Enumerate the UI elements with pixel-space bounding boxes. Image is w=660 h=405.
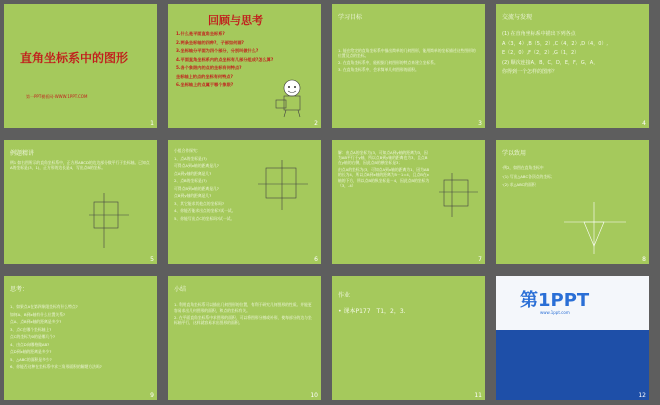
- list-item: 你得到一个怎样的图形？: [502, 69, 558, 75]
- coordinate-figure: [436, 170, 481, 220]
- coordinate-figure: [84, 190, 134, 250]
- list-item: 3、其它能求其他点的坐标吗?: [174, 200, 224, 206]
- slide-12[interactable]: [496, 276, 649, 400]
- list-item: 6、你能否这种在坐标系中求三角形面积的解题方法吗?: [10, 364, 102, 369]
- question: 3.坐标轴分平面为四个部分，分别叫做什么?: [176, 48, 259, 53]
- triangle-figure: [560, 200, 630, 256]
- slide-body: [174, 148, 242, 223]
- list-item: 3. 在直角坐标系中，会求简单几何图形的面积。: [338, 66, 419, 72]
- solution-paragraph: 由点A的坐标为(3，可知点A到x轴的距离为1，因为AB的长为4，所以点B到x轴的距离为5－1=4，且点B在x轴的下方，所以点B的纵坐标是－4，因此点B的坐标为（3，-4）: [338, 167, 430, 188]
- slide-body: [338, 308, 479, 318]
- list-item: 2、点B的坐标是(?): [174, 178, 207, 183]
- list-item: 1、如果点A在第四象限坐标有什么特点?: [10, 304, 78, 309]
- list-item: 例1 如右图所示的直角坐标系中，正方形ABCD的边边部分数平行于坐标轴。已知点A的坐标是(3，1)，正方形的边长是4，写出点B的坐标。: [10, 160, 150, 171]
- question: 坐标轴上的点的坐标有何特点?: [176, 73, 233, 79]
- slide-number: 8: [642, 256, 646, 263]
- list-item: 3、点C在哪个坐标轴上?: [10, 326, 52, 332]
- slide-1[interactable]: [4, 4, 157, 128]
- list-item: 1. 利用直角坐标系可以描出几何图形的位置，有利于研究几何图形的性质。并能更容易求出几何图形的面积，和点的坐标有关。: [174, 302, 312, 313]
- question: 4.平面直角坐标系内的点坐标有几部分组成?怎么算?: [176, 56, 274, 62]
- slide-10[interactable]: [168, 276, 321, 400]
- homework-text: 课本P177 T1，2，3.: [343, 308, 406, 315]
- list-item: 5、你能写出点C的坐标吗?试一试。: [174, 215, 235, 221]
- list-item: 点A到y轴的距离是几?: [174, 170, 212, 176]
- list-item: 1. 能在给定的直角坐标系中描出简单的几何图形，能用简单的坐标描述这些图形的位置及点的坐标。: [338, 48, 476, 59]
- slide-title: 小结: [174, 286, 187, 293]
- cartoon-figure-illustration: [272, 76, 312, 118]
- slide-body: [174, 302, 315, 327]
- slide-title: 例题精讲: [10, 150, 35, 157]
- solution-paragraph: 解：由点A的坐标为(3，可知点A到y轴的距离为3，因为AB平行于y轴，所以点B到y轴的距离也为3，且点B在y轴的右侧，因此点B的横坐标是3；: [338, 150, 428, 166]
- list-item: 点C的坐标为0的是哪几个?: [10, 334, 56, 339]
- slide-body: [10, 160, 151, 172]
- list-item: 可得点B到x轴的距离是几?: [174, 185, 219, 191]
- slide-title: 思考：: [10, 286, 29, 293]
- slide-title: 回顾与思考: [208, 14, 263, 27]
- slide-title: 学习目标: [338, 14, 363, 21]
- list-item: 4、你能否能求出点的坐标?试一试。: [174, 208, 236, 213]
- list-item: 4、由点D向哪格做AB?: [10, 341, 50, 347]
- logo-text: 第1PPT: [520, 290, 590, 311]
- slide-body: [502, 30, 643, 78]
- list-item: 2. 在直角坐标系中，能根据几何图形的特点来建立坐标系。: [338, 59, 438, 65]
- slide-3[interactable]: [332, 4, 485, 128]
- slide-7[interactable]: [332, 140, 485, 264]
- slide-number: 3: [478, 120, 482, 127]
- slide-8[interactable]: [496, 140, 649, 264]
- list-item: 5、△ABC的面积是多少?: [10, 356, 52, 362]
- slide-number: 11: [474, 392, 482, 399]
- slide-number: 5: [150, 256, 154, 263]
- list-item: ·例2，如图在直角坐标中: [502, 165, 544, 170]
- list-item: • 课本P177 T1，2，3.: [338, 308, 406, 315]
- slide-questions: [176, 30, 276, 90]
- question: 1.什么是平面直角坐标系?: [176, 31, 225, 36]
- slide-body: [338, 48, 479, 73]
- slide-6[interactable]: [168, 140, 321, 264]
- list-item: (2) 顺次连接A，B，C，D，E，F，G，A，: [502, 59, 599, 66]
- slide-number: 6: [314, 256, 318, 263]
- list-item: 小组合作探究：: [174, 148, 201, 153]
- slide-title: 作业: [338, 292, 351, 299]
- slide-number: 7: [478, 256, 482, 263]
- slide-number: 2: [314, 120, 318, 127]
- slide-11[interactable]: [332, 276, 485, 400]
- question: 5.各个象限内的点的坐标有何特点?: [176, 65, 242, 70]
- slide-2[interactable]: [168, 4, 321, 128]
- slide-number: 1: [150, 120, 154, 127]
- question: 2.两条坐标轴的四种?，子部如何画?: [176, 39, 244, 45]
- slide-body: [10, 304, 110, 372]
- slide-number: 4: [642, 120, 646, 127]
- list-item: 可得点A到x轴的距离是几?: [174, 163, 219, 168]
- slide-number: 9: [150, 392, 154, 399]
- slide-body: [502, 164, 643, 190]
- question: 6.坐标轴上的点属于哪个象限?: [176, 82, 234, 87]
- list-item: (1) 在直角坐标系中描出下列各点: [502, 31, 576, 37]
- slide-footer: 第一PPT模板网-WWW.1PPT.COM: [26, 94, 88, 99]
- coordinate-figure: [254, 156, 312, 214]
- list-item: A（3，4）,B（5，2）,C（4，2）,D（4，0）,: [502, 40, 608, 47]
- slide-number: 10: [310, 392, 318, 399]
- list-item: 2. 在平面直角坐标系中求图形的面积，可以将图形分割或补形，使每部分的边与坐标轴平行，这样就容易求出图形的面积。: [174, 314, 312, 326]
- list-item: 点B到y轴的距离是几?: [174, 193, 212, 198]
- slide-number: 12: [638, 392, 646, 399]
- list-item: 点D到x轴的距离是多少?: [10, 349, 52, 354]
- slide-9[interactable]: [4, 276, 157, 400]
- slide-4[interactable]: [496, 4, 649, 128]
- slide-body: [338, 150, 430, 189]
- logo-url: www.1ppt.com: [540, 310, 570, 315]
- slide-5[interactable]: [4, 140, 157, 264]
- slide-title: 交流与发现: [502, 14, 533, 21]
- list-item: 点A、点B到x轴的距离是多少?: [10, 319, 62, 324]
- list-item: 1、点A的坐标是(?): [174, 155, 207, 161]
- slide-title: 学以致用: [502, 150, 527, 157]
- footer-panel: [496, 330, 649, 400]
- list-item: ·(2) 求△ABC的面积: [502, 182, 536, 187]
- list-item: 如何A、B到x轴有什么位置关系?: [10, 311, 66, 317]
- list-item: ·(1) 写出△ABC各顶点的坐标；: [502, 173, 555, 179]
- slide-title: 直角坐标系中的图形: [20, 51, 129, 65]
- list-item: E（2，0）,F（2，2）,G（1，2）: [502, 50, 580, 56]
